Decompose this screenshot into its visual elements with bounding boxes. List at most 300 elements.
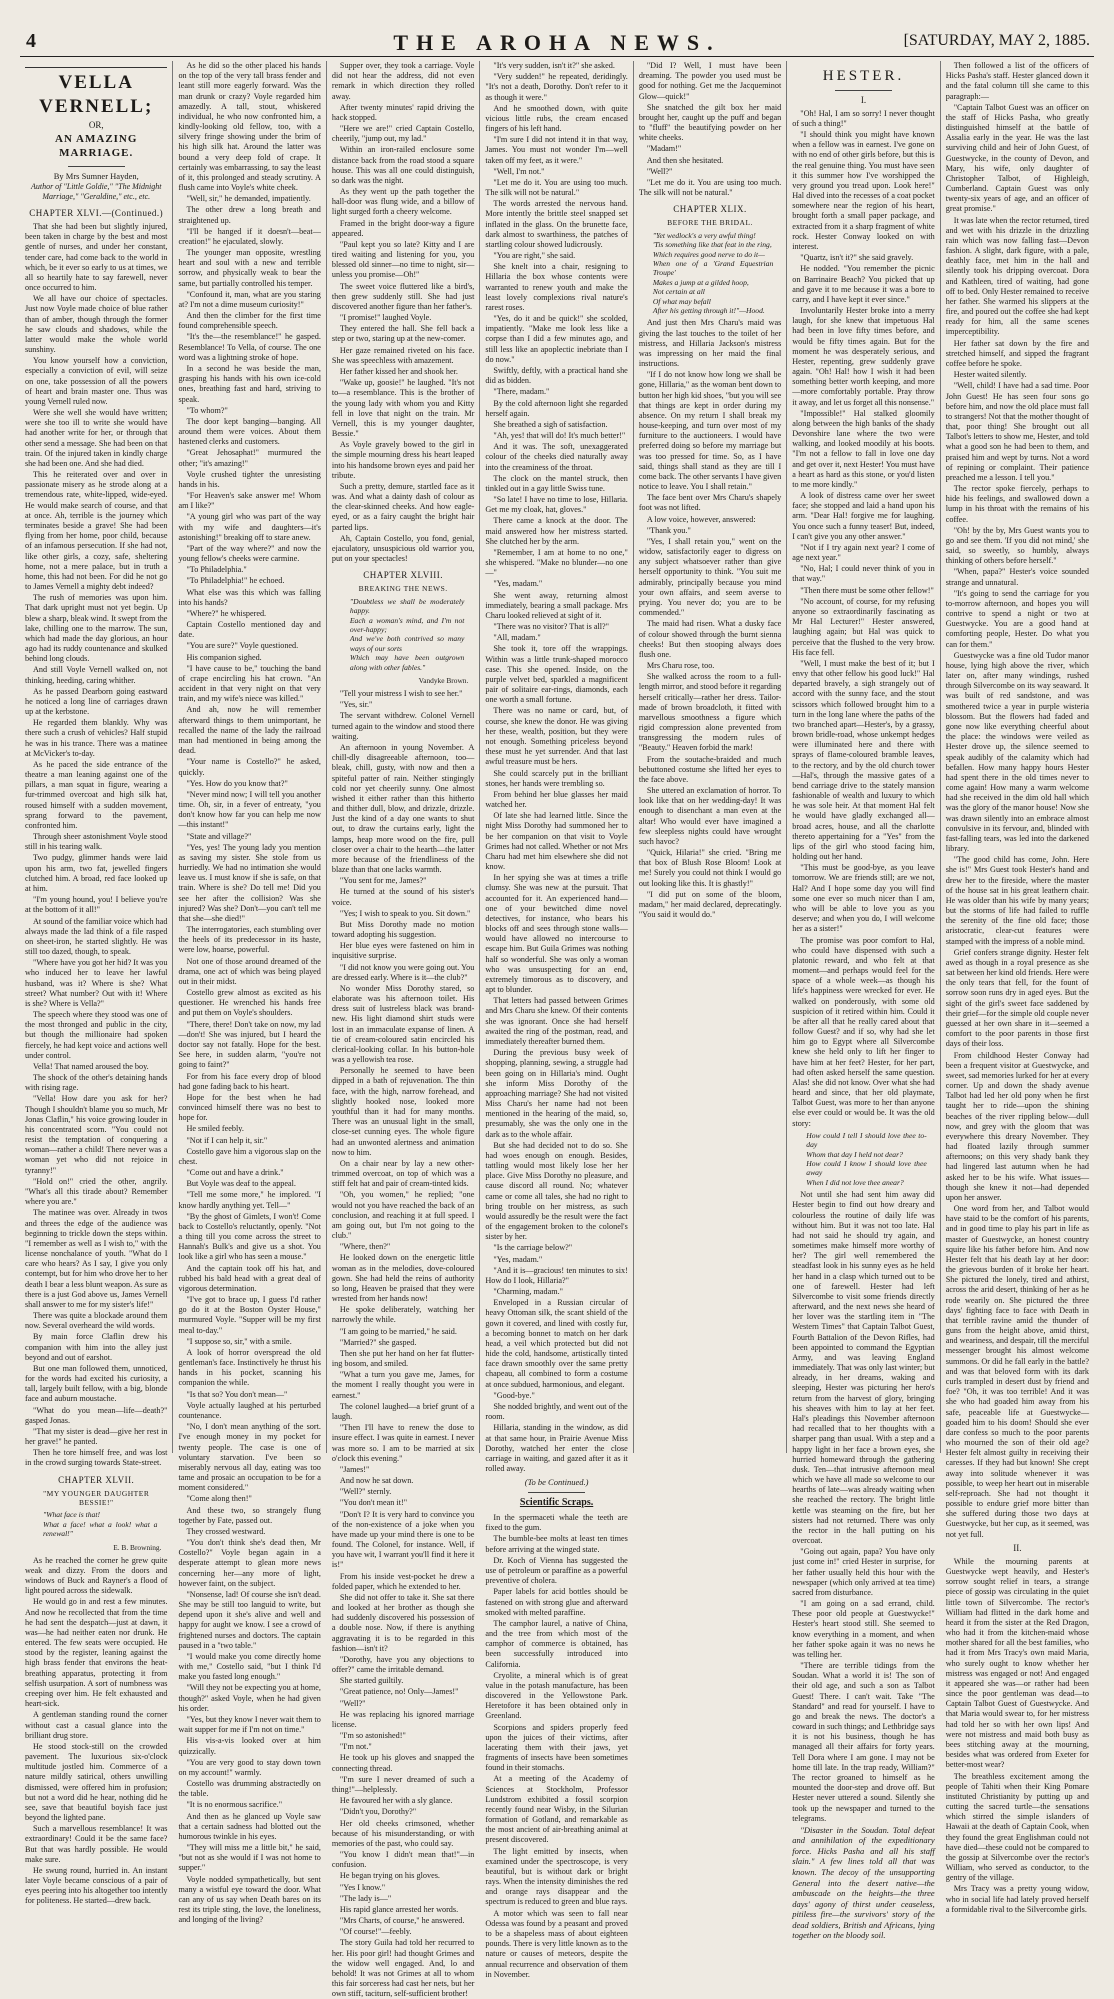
paragraph: "Will they not be expecting you at home, though?" asked Voyle, when he had given his order.	[178, 1683, 321, 1713]
paragraph: "Oh! by the by, Mrs Guest wants you to go and see them. 'If you did not mind,' she said, so sweetly, so humbly, always thinking of others before herself."	[945, 525, 1090, 566]
paragraph: His vis-a-vis looked over at him quizzically.	[178, 1736, 321, 1756]
paragraph: "Yes, do it and be quick!" she scolded, impatiently. "Make me look less like a corpse than I did a few minutes ago, and still less like an apoplectic inebriate than I do now."	[485, 314, 628, 364]
paragraph: "I did not know you were going out. You are dressed early. Where is it—the club?"	[331, 962, 475, 982]
epigraph-source: E. B. Browning.	[113, 1542, 162, 1552]
chapter-heading: CHAPTER XLVIII.	[363, 570, 443, 581]
paragraph: His rapid glance arrested her words.	[339, 1904, 459, 1914]
paragraph: Her father kissed her and shook her.	[339, 366, 458, 376]
paragraph: From childhood Hester Conway had been a frequent visitor at Guestwycke, and sweet, sad memories lurked for her at every corner. Up and down the shady avenue Talbot had led her old pony when he first taught her to ride—upon the shining beaches of the river rippling below—dull now, and grey with the gloom that was everywhere this dreary November. They had floated lazily through summer afternoons; on this very shady bank they had lingered last autumn when he had asked her to be his wife. What issues—though she knew it not—had depended upon her answer.	[945, 1050, 1090, 1202]
paragraph: "Did I? Well, I must have been dreaming. The powder you used must be good for nothing. Get me the Jacqueminot Glow—quick!"	[638, 61, 782, 101]
paragraph: Not certain at all	[652, 287, 705, 297]
paragraph: From behind her blue glasses her maid watched her.	[485, 789, 628, 810]
paragraph: "Thank you."	[646, 525, 691, 535]
divider	[835, 90, 892, 91]
paragraph: "No, I don't mean anything of the sort. I've enough money in my pocket for twenty people. The case is one of voluntary starvation. I've been so miserably nervous all day, eating was too tame and prosaic an occupation to be for a moment considered."	[178, 1422, 321, 1493]
paragraph: "There are terrible tidings from the Soudan. What a world it is! The son of their old age, and such a son as Talbot Guest! There. I can't wait. Take "The Standard" and read for yourself. I have to go and break the news. The doctor's a coward in such things; and Lethbridge says it is not his business, though he has managed all their affairs for forty years. Tell Dora where I am gone. I may not be home till late. In the trap ready, William?" The rector groaned to himself as he mounted the door-step and drove off. But Hester never uttered a sound. Silently she took up the newspaper and turned to the telegrams.	[792, 1661, 935, 1823]
scientific-scraps-text	[485, 1513, 627, 1980]
paragraph: An afternoon in young November. A chill-dly disagreeable afternoon, too—bleak, chill, gusty, with now and then a spiteful patter of rain. Neither stingingly cold nor yet cheerily sunny. One almost wished it either rather than this hitherto and thither dull, blow, and drizzle, drizzle. Just the kind of a day one wants to shut out, to draw the curtains early, light the lamps, heap more wood on the fire, pull closer over a chair to the hearth—the latter more because of the friendliness of the blaze than that one lacks warmth.	[331, 742, 475, 875]
paragraph: "Dorothy, have you any objections to offer?" came the irritable demand.	[331, 1654, 475, 1675]
paragraph: "Well?"	[646, 166, 673, 176]
paragraph: From the soutache-braided and much bebuttoned costume she lifted her eyes to the face above.	[638, 754, 782, 784]
paragraph: Ah, Captain Costello, you fond, genial, ejaculatory, unsuspicious old warrior you, put on your spectacles!	[331, 533, 475, 564]
paragraph: The door kept banging—banging. All around them were voices. About them hastened clerks and customers.	[178, 416, 321, 447]
paragraph: Voyle nodded sympathetically, but sent many a wistful eye toward the door. What can any of us say when Death bares on its rest its triple sting, the love, the loneliness, and longing of the living?	[178, 1874, 321, 1925]
column-4	[480, 61, 633, 1979]
paragraph: "You are very good to stay down town on my account!" warmly.	[178, 1757, 321, 1777]
paragraph: And then she hesitated.	[646, 155, 724, 165]
paragraph: "Confound it, man, what are you staring at? I'm not a dime museum curiosity!"	[178, 289, 321, 309]
paragraph: "Yes, but they know I never wait them to wait supper for me if I'm not on time."	[178, 1714, 321, 1735]
paragraph: "You sent for me, James?"	[339, 876, 427, 886]
paragraph: The clock on the mantel struck, then tinkled out in a gay little Swiss tune.	[485, 473, 628, 493]
paragraph: "Mrs Charts, of course," he answered.	[339, 1916, 465, 1926]
paragraph: "Married?" she gasped.	[339, 1337, 417, 1347]
paragraph: Paper labels for acid bottles should be fastened on with strong glue and afterward smoked with melted paraffine.	[485, 1587, 628, 1617]
paragraph: "I suppose so, sir," with a smile.	[186, 1336, 292, 1346]
paragraph: A look of distress came over her sweet face; she stopped and laid a hand upon his arm. "Dear Hal! forgive me for laughing. You once such a funny teaser! But, indeed, I can't give you any other answer."	[792, 491, 935, 541]
paragraph: "Quick, Hilaria!" she cried. "Bring me that box of Blush Rose Bloom! Look at me! Surely you could not think I would go out looking like this. It is ghastly!"	[638, 848, 782, 888]
paragraph: Through sheer astonishment Voyle stood still in his tearing walk.	[25, 832, 168, 852]
paragraph: But Voyle was deaf to the appeal.	[186, 1179, 296, 1189]
paragraph: But one man followed them, unnoticed, for the words had excited his curiosity, a tall, largely built fellow, with a big, blonde face and auburn moustache.	[25, 1363, 168, 1404]
paragraph: "Doubtless we shall be moderately happy.	[349, 596, 465, 616]
paragraph: "Is the carriage below?"	[493, 1243, 573, 1253]
paragraph: "Tell your mistress I wish to see her."	[339, 689, 463, 699]
paragraph: Guestwycke was a fine old Tudor manor house, lying high above the river, which later on, after many windings, rushed through Silvercombe on its way seaward. It was built of red sandstone, and was smothered twice a year in purple wisteria blossom. But the flowers had faded and gone now like everything cheerful about the place: the windows were veiled as Hester drove up, the silence seemed to speak audibly of the calamity which had befallen. How many happy hours Hester had spent there in the old times never to come again! How many a warm welcome had she received in the dim old hall which was the glory of the manor house! Now she was drawn silently into an embrace almost convulsive in its fervour, and, blinded with fast-falling tears, was led into the darkened library.	[945, 650, 1090, 854]
paragraph: A low voice, however, answered:	[646, 514, 756, 524]
paragraph: In a second he was beside the man, grasping his hands with his own ice-cold ones, breathing fast and hard, striving to speak.	[178, 363, 321, 404]
paragraph: "I'm young hound, you! I believe you're at the bottom of it all!"	[25, 895, 168, 915]
epigraph-source: Vandyke Brown.	[418, 675, 469, 685]
paragraph: "Nonsense, lad! Of course she isn't dead. She may be still too languid to write, but depend upon it she's alive and well and happy for aught we know. I see a crowd of frightened nurses and doctors. The captain paused in a "two table."	[178, 1589, 321, 1650]
paragraph: "Of course!"—feebly.	[339, 1927, 412, 1937]
paragraph: "Hold on!" cried the other, angrily. "What's all this tirade about? Remember where you are."	[25, 1176, 168, 1207]
paragraph: "You are right," she said.	[493, 251, 576, 261]
paragraph: There was no name or card, but, of course, she knew the donor. He was giving her these, wealth, position, but they were not enough. Something priceless beyond these must he yet surrender. And that last awful treasure must be hers.	[485, 706, 628, 767]
paragraph: "So late! I have no time to lose, Hillaria. Get me my cloak, hat, gloves."	[485, 495, 628, 515]
paragraph: "Then there must be some other fellow!"	[800, 585, 934, 595]
paragraph: There was quite a blockade around them now. Several overheard the wild words.	[25, 1311, 168, 1331]
paragraph: "Yes, madam."	[493, 579, 543, 589]
paragraph: Not one of those around dreamed of the drama, one act of which was being played out in their midst.	[178, 956, 321, 986]
paragraph: And it was. The soft, unexaggerated colour of the cheeks died naturally away into the creaminess of the throat.	[485, 442, 628, 472]
paragraph: There came a knock at the door. The maid answered how her mistress started. She clutched her by the arm.	[485, 516, 628, 546]
paragraph: "Is that so? You don't mean—"	[186, 1389, 288, 1399]
paragraph: Vella! That named aroused the boy.	[33, 1061, 149, 1071]
chapter-subtitle: BEFORE THE BRIDAL.	[667, 218, 753, 228]
paragraph: "Oh! Hal, I am so sorry! I never thought of such a thing!"	[792, 108, 935, 128]
paragraph: "This must be good-bye, as you leave tomorrow. We are friends still; are we not, Hal? And I hope some day you will find some one ever so much nicer than I am, who will be able to love you as you deserve; and when you do, I will welcome her as a sister!"	[792, 863, 935, 934]
paragraph: Scorpions and spiders properly feed upon the juices of their victims, after lacerating them with their jaws, yet fragments of insects have been sometimes found in their stomachs.	[485, 1722, 628, 1773]
section-heading-scientific-scraps: Scientific Scraps.	[519, 1496, 594, 1508]
paragraph: She went away, returning almost immediately, bearing a small package. Mrs Charu looked relieved at sight of it.	[485, 590, 628, 620]
paragraph: Voyle crushed tighter the unresisting hands in his.	[178, 469, 321, 489]
paragraph: How could I tell I should love thee to-day	[806, 1130, 927, 1150]
paragraph: The shock of the other's detaining hands with rising rage.	[25, 1073, 168, 1093]
paragraph: He spoke deliberately, watching her narrowly the while.	[331, 1305, 475, 1325]
paragraph: "Great patience, no! Only—James!"	[339, 1687, 459, 1697]
story-text	[639, 318, 781, 920]
paragraph: The maid had risen. What a dusky face of colour showed through the burnt sienna cheeks! But then stooping always does flush one.	[638, 619, 782, 659]
epigraph	[350, 597, 464, 672]
paragraph: The bumble-bee molts at least ten times before arriving at the winged state.	[485, 1534, 628, 1554]
paragraph: The other drew a long breath and straightened up.	[178, 205, 321, 225]
paragraph: "I'm so astonished!"	[339, 1731, 406, 1741]
paragraph: Which may have been outgrown along with other fables."	[349, 653, 465, 672]
paragraph: Hester waited silently.	[953, 370, 1027, 380]
paragraph: They crossed westward.	[186, 1526, 266, 1536]
paragraph: "I should think you might have known when a fellow was in earnest. I've gone on with no end of other girls before, but this is the real genuine thing. You must have seen it this summer how I've worshipped the very ground you tread upon. Look here!" Hal dived into the recesses of a coat pocket somewhere near the region of his heart, brought forth a small paper package, and extracted from it a sharp fragment of white rock. Hester Conway looked on with interest.	[792, 130, 935, 251]
paragraph: We all have our choice of spectacles. Just now Voyle made choice of blue rather than of amber, though through the former he saw clouds and shadows, while the latter would make the whole world sunshiny.	[25, 294, 168, 355]
paragraph: "I'll be hanged if it doesn't—beat—creation!" he ejaculated, slowly.	[178, 226, 321, 246]
paragraph: Two pudgy, glimmer hands were laid upon his arm, two fat, jewelled fingers clutched him. A broad, red face looked up at him.	[25, 853, 168, 893]
paragraph: "No, Hal; I could never think of you in that way."	[792, 564, 935, 584]
paragraph: The colonel laughed—a brief grunt of a laugh.	[331, 1401, 475, 1421]
paragraph: He stood stock-still on the crowded pavement. The luxurious six-o'clock multitude jostled him. Commerce of a nature mildly satirical, others unwilling dismissed, were offered him in profusion; but not a word did he hear, nothing did he see, save that beautiful boyish face just beyond the lighted pane.	[25, 1741, 168, 1823]
chapter-subtitle: BREAKING THE NEWS.	[358, 584, 448, 594]
paragraph: Costello was drumming abstractedly on the table.	[178, 1779, 321, 1799]
paragraph: Hillaria, standing in the window, as did at that same hour, in Prairie Avenue Miss Dorothy, watched her enter the close carriage in waiting, and gazed after it as it rolled away.	[485, 1423, 628, 1474]
paragraph: "I would make you come directly home with me," Costello said, "but I think I'd make you fasted long enough."	[178, 1651, 321, 1682]
paragraph: She nodded brightly, and went out of the room.	[485, 1402, 628, 1422]
paragraph: "Yes, madam."	[493, 1254, 543, 1264]
paragraph: "To Philadelphia!" he echoed.	[186, 576, 285, 586]
story-text	[332, 61, 474, 564]
paragraph: And still Voyle Vernell walked on, not thinking, heeding, caring whither.	[25, 665, 168, 685]
paragraph: "A young girl who was part of the way with my wife and daughters—it's astonishing!" breaking off to stare anew.	[178, 512, 321, 542]
paragraph: "Where?" he whispered.	[186, 608, 267, 618]
paragraph: "For Heaven's sake answer me! Whom am I like?"	[178, 491, 321, 511]
paragraph: "You don't think she's dead then, Mr Costello?" Voyle began again in a desperate attempt to glean more news concerning her—any more of light, however faint, on the subject.	[178, 1538, 321, 1588]
column-3	[327, 61, 480, 1999]
story-title-hester: HESTER.	[822, 68, 905, 84]
paragraph: "Well, child! I have had a sad time. Poor John Guest! He has seen four sons go before him, and now the old place must fall to strangers! Not that the mother thought of that, poor thing! She brought out all Talbot's letters to show me, Hester, and told what a good son he had been to them, and praised him and wept by turns. Not a word of repining or complaint. Their patience preached me a lesson. I tell you."	[945, 381, 1090, 482]
paragraph: "I am going on a sad errand, child. These poor old people at Guestwycke!" Hester's heart stood still. She seemed to know everything in a moment, and when her father spoke again it was no news he was telling her.	[792, 1599, 935, 1659]
paragraph: On a chair near by lay a new other-trimmed overcoat, on top of which was a stiff felt hat and pair of cream-tinted kids.	[331, 1158, 475, 1189]
paragraph: "Here we are!" cried Captain Costello, cheerily, "jump out, my lad."	[331, 124, 475, 144]
paragraph: "To Philadelphia."	[186, 565, 247, 575]
paragraph: He would go in and rest a few minutes. And now he recollected that from the time he had sent the despatch—just at dawn, it was—he had neither eaten nor drunk. He entered. The few seats were occupied. He stood by the register, leaning against the high brass fender that environs the heat-breathing apparatus, protecting it from selfish usurpation. A sort of numbness was creeping over him. He felt exhausted and heart-sick.	[25, 1597, 168, 1709]
paragraph: "Yes; I wish to speak to you. Sit down."	[339, 908, 471, 918]
paragraph: Dr. Koch of Vienna has suggested the use of petroleum or paraffine as a powerful preventive of cholera.	[485, 1555, 628, 1586]
paragraph: And now he sat down.	[339, 1476, 414, 1486]
paragraph: The words arrested the nervous hand. More intently the brittle steel snapped set inflated in the glass. On the brunette face, dark almost to swarthiness, the patches of startling colour showed ludicrously.	[485, 199, 628, 249]
paragraph: As he passed Dearborn going eastward he noticed a long line of carriages drawn up at the kerbstone.	[25, 686, 168, 717]
paragraph: "No account, of course, for my refusing anyone so extraordinarily fascinating as Mr Hal Lecturer!" Hester answered, laughing again; but Hal was quick to perceive that the flushed to the very brow. His face fell.	[792, 596, 935, 657]
paragraph: In the spermaceti whale the teeth are fixed to the gum.	[485, 1513, 628, 1533]
paragraph: "And it is—gracious! ten minutes to six! How do I look, Hillaria?"	[485, 1265, 628, 1285]
paragraph: She could scarcely put in the brilliant stones, her hands were trembling so.	[485, 768, 628, 788]
paragraph: That she had been but slightly injured, been taken in charge by the best and most gentle of nurses, and under her constant, tender care, had come back to the world in which, be it ever so early to us at times, we all so heartily hate to say farewell, never once occurred to him.	[25, 222, 168, 293]
paragraph: The speech where they stood was one of the most thronged and public in the city, but though the millionaire had spoken fiercely, he had kept voice and actions well under control.	[25, 1010, 168, 1060]
paragraph: He was replacing his ignored marriage license.	[331, 1709, 475, 1729]
paragraph: She did not offer to take it. She sat there and looked at her brother as though she had suddenly discovered his possession of a double nose. Now, if there is anything aggravating it is to be regarded in this fashion—isn't it?	[331, 1592, 475, 1653]
paragraph: What else was this which was falling into his hands?	[178, 587, 321, 607]
story-text	[332, 689, 474, 1999]
paragraph: When I did not love thee anear?	[806, 1177, 904, 1187]
paragraph: "Oh, you women," he replied; "one would not you have reached the back of an conclusion, and reaching it at full speed. I am going out, but I'm not going to the club."	[331, 1190, 475, 1241]
paragraph: "Part of the way where?" and now the young fellow's cheeks were carmine.	[178, 543, 321, 564]
paragraph: "Quartz, isn't it?" she said gravely.	[800, 253, 914, 263]
paragraph: "When, papa?" Hester's voice sounded strange and unnatural.	[945, 567, 1090, 587]
paragraph: Personally he seemed to have been dipped in a bath of rejuvenation. The thin face, with the high, narrow forehead, and slightly hooked nose, looked more youthful than it had for many months. There was an unusual light in the small, close-set cunning eyes. The whole figure had an unwonted alertness and animation now to him.	[331, 1066, 475, 1157]
paragraph: "Well, sir," he demanded, impatiently.	[186, 194, 311, 204]
column-1	[20, 61, 173, 1906]
paragraph: Costello grew almost as excited as his questioner. He wrenched his hands free and put them on Voyle's shoulders.	[178, 988, 321, 1018]
page-number: 4	[26, 30, 36, 52]
paragraph: Swiftly, deftly, with a practical hand she did as bidden.	[485, 365, 628, 386]
epigraph	[43, 1510, 157, 1538]
paragraph: His companion sighed.	[186, 652, 262, 662]
paragraph: In her spying she was at times a trifle clumsy. She was new at the pursuit. That accounted for it. An experienced hand—one of your bewitched dime novel detectives, for instance, who bears his blocks off and sees through stone walls—would have allowed no intercourse to escape him. But Guila Grimes was nothing half so wonderful. She was only a woman who was unsuspecting for an end, extremely timorous as to discovery, and apt to blunder.	[485, 873, 628, 995]
paragraph: Voyle actually laughed at his perturbed countenance.	[178, 1400, 321, 1420]
paragraph: From his inside vest-pocket he drew a folded paper, which he extended to her.	[331, 1571, 475, 1591]
telegram-excerpt: "Disaster in the Soudan. Total defeat and annihilation of the expeditionary force. Hicks Pasha and all his staff slain." A few lines told all that was known. The decoy of the unsupporting General into the desert native—the ambuscade on the heights—the three days' agony of thirst under ceaseless, pitiless fire—the survivors' story of the dead soldiers, British and Africans, lying together on the bloody soil.	[792, 1824, 935, 1941]
paragraph: Of what may befall	[652, 296, 711, 306]
paragraph: "You don't mean it!"	[339, 1498, 408, 1508]
newspaper-title: THE AROHA NEWS.	[393, 30, 721, 55]
paragraph: The breathless excitement among the people of Tahiti when their King Pomare instituted Christianity by putting up and cutting the sacred turtle—the sensations which stirred the simple islanders of Hawaii at the death of Captain Cook, when they found the great Englishman could not have died—these could not be compared to the gossip at Silvercombe over the rector's William, who served as conductor, to the gentry of the village.	[945, 1771, 1090, 1883]
paragraph: "Tell me some more," he implored. "I know hardly anything yet. Tell—"	[178, 1190, 321, 1210]
paragraph: She snatched the gilt box her maid brought her, caught up the puff and began to "fluff" the beautifying powder on her white cheeks.	[638, 102, 782, 143]
paragraph: A gentleman standing round the corner without cast a casual glance into the brilliant drug store.	[25, 1710, 168, 1740]
story-text	[178, 61, 320, 1925]
paragraph: He turned at the sound of his sister's voice.	[331, 887, 475, 907]
paragraph: Cryolite, a mineral which is of great value in the potash manufacture, has been discovered in the Yellowstone Park. Heretofore it has been obtained only in Greenland.	[485, 1670, 628, 1721]
paragraph: No wonder Miss Dorothy stared, so elaborate was his afternoon toilet. His dress suit of lustreless black was brand-new. His light diamond shirt studs were lost in an immaculate expanse of linen. A tie of cream-coloured satin encircled his clerical-looking collar. In his button-hole was a yellowish tea rose.	[331, 983, 475, 1065]
paragraph: At sound of the familiar voice which had always made the lad think of a file rasped on sheet-iron, he started slightly. He was still too dazed, though, to speak.	[25, 916, 168, 957]
story-text	[25, 222, 167, 1469]
paragraph: As he did so the other placed his hands on the top of the very tall brass fender and leant still more eagerly forward. Was the man drunk or crazy? Voyle regarded him amazedly. A tall, stout, whiskered individual, he who now confronted him, a kindly-looking old fellow, too, with a silvery fringe showing under the brim of his high silk hat. Around the latter was bound a very deep fold of crape. It certainly was embarrassing, to say the least of it, this prolonged and steady scrutiny. A flush came into Voyle's white cheek.	[178, 61, 321, 193]
paragraph: The light emitted by insects, when examined under the spectroscope, is very beautiful, but is without dark or bright rays. When the intensity diminishes the red and orange rays disappear and the spectrum is reduced to green and blue rays.	[485, 1846, 628, 1907]
paragraph: 'Tis something like that feat in the ring,	[652, 240, 772, 250]
paragraph: The promise was poor comfort to Hal, who could have dispensed with such a platonic reward, and who felt at that moment—and perhaps would feel for the space of a whole week—as though his life's happiness were wrecked for ever. He walked on ponderously, with some old suspicion of it retired within him. Could it be after all that he really cared about that follow Guest? and if so, why had she let him go to Egypt where all Silvercombe knew she held only to lift her finger to have him at her feet? Hester, for her part, had often asked herself the same question. Alas! she did not know. Over what she had heard and since, that her old playmate, Talbot Guest, was more to her than anyone else ever could or would be. It was the old story:	[792, 935, 935, 1128]
paragraph: But Miss Dorothy made no motion toward adopting his suggestion.	[331, 919, 475, 940]
chapter-heading: CHAPTER XLVI.—(Continued.)	[29, 207, 164, 218]
paragraph: The rush of memories was upon him. That dark upright must not yet begin. Up blew a sharp, bleak wind. It swept from the lake, chilling one to the marrow. The sun, which had made the day glorious, an hour ago had its ruddy countenance and skulked behind long clouds.	[25, 593, 168, 664]
paragraph: The face bent over Mrs Charu's shapely foot was not lifted.	[638, 493, 782, 513]
paragraph: Within an iron-railed enclosure some distance back from the road stood a square house. This was all one could distinguish, so dark was the night.	[331, 145, 475, 185]
paragraph: "Well, I'm not."	[493, 166, 545, 176]
paragraph: This he reiterated over and over in passionate misery as he strode along at a tremendous rate, white-lipped, wide-eyed. He would make search of course, and that at once. Ah, terrible is the journey which terminates beside a grave! She had been flying from her home, poor child, because of an infamous persecution. If she had not, like other girls, a cozy, safe, sheltering home, not a mere palace, but in truth a home, this had not been. For did he not go to James Vernell a mighty debt indeed?	[25, 470, 168, 592]
paragraph: "Well?"	[339, 1698, 366, 1708]
paragraph: The camphor laurel, a native of China, and the tree from which most of the camphor of commerce is obtained, has been successfully introduced into California.	[485, 1618, 628, 1669]
paragraph: Each a woman's mind, and I'm not over-happy;	[349, 615, 465, 634]
paragraph: "Where have you got her hid? It was you who induced her to leave her lawful husband, was it? Where is she? What street? What number? Out with it! Where is she? Where is Vella?"	[25, 958, 168, 1008]
story-title-or: OR,	[88, 120, 104, 131]
paragraph: One word from her, and Talbot would have staid to be the comfort of his parents, and in good time to play his part in life as master of Guestwycke, an honest country squire like his father before him. And now Hester felt that his death lay at her door: the grievous burden of it broke her heart. She pictured the lonely, tired and athirst, across the arid desert, thinking of her as he rode wearily on. She pictured the three days' fighting face to face with Death in that terrible ravine amid the thunder of guns from the height above, amid thirst, and weariness, and despair, till the merciful messenger brought his almost welcome summons. Or did he fall early in the battle? and was that beloved form with its dark curls trampled in desert dust by friend and foe? "Oh, it was too terrible! And it was she who had goaded him away from his safe, peaceable life at Guestwycke—goaded him to his doom! Should she ever dare confess so much to the poor parents who mourned the son of their old age? Hester felt almost guilty in receiving their caresses. If they had but known! She crept away into solitude whenever it was possible, to weep her heart out in miserable self-reproach. She had not thought it possible to endure grief more bitter than she suffered during those two days at Guestwycke, but her cup, as it seemed, was not yet full.	[945, 1204, 1090, 1539]
paragraph: "I have cause to be," touching the band of crape encircling his hat crown. "An accident in that very night on that very train, and my wife's niece was killed."	[178, 663, 321, 704]
story-text	[946, 61, 1089, 1540]
paragraph: "They will miss me a little bit," he said, "but not as she would if I was not home to supper."	[178, 1843, 321, 1873]
paragraph: "Remember, I am at home to no one," she whispered. "Make no blunder—no one—"	[485, 547, 628, 578]
paragraph: "Come along then!"	[186, 1494, 252, 1504]
paragraph: "What a turn you gave me, James, for the moment I really thought you were in earnest."	[331, 1370, 475, 1400]
paragraph: "I am going to be married," he said.	[339, 1326, 457, 1336]
story-title: VELLA VERNELL;	[25, 67, 167, 118]
story-text	[485, 61, 627, 1474]
paragraph: "Well, I must make the best of it; but I envy that other fellow his good luck!" Hal departed bravely, a sigh strangely out of accord with the sunny face, and the stout scissors which followed brought him to a turn in the long lane where the paths of the two branched apart—Hester's, by a grassy, brown bridle-road, whose unkempt hedges were illuminated here and there with sprays of flame-coloured bramble leaves, to the rectory, and by the old church tower—Hal's, through the massive gates of a bend carriage drive to the stately mansion fashionable of wealth and luxury to which he was sole heir. At that moment Hal felt he would have gladly exchanged all—broad acres, house, and all the charlotte thereto appertaining for a "Yes" from the lips of the girl who stood facing him, holding out her hand.	[792, 658, 935, 862]
paragraph: How could I know I should love thee away	[806, 1158, 927, 1178]
paragraph: When one of a 'Grand Equestrian Troupe'	[652, 258, 774, 278]
paragraph: Grief confers strange dignity. Hester felt awed as though in a royal presence as she sat between her kind old friends. Here were the only tears that fell, for the fount of sorrow soon runs dry in aged eyes. But the sight of the girl's sweet face saddened by their grief—for the simple old couple never guessed at her own share in it—seemed a comfort to the poor parents in those first days of their loss.	[945, 947, 1090, 1049]
paragraph: "Captain Talbot Guest was an officer on the staff of Hicks Pasha, who greatly distinguished himself at the battle of Assalia early in the year. He was the last surviving child and heir of John Guest, of Guestwycke, in the county of Devon, and Mary, his wife, only daughter of Christopher Talbot, of Highleigh, Cumberland. Captain Guest was only twenty-six years of age, and an officer of great promise."	[945, 102, 1090, 214]
issue-date: [SATURDAY, MAY 2, 1885.	[903, 32, 1090, 49]
column-7	[941, 61, 1094, 1914]
chapter-heading: CHAPTER XLIX.	[673, 204, 747, 215]
paragraph: She took it, tore off the wrappings. Within was a little trunk-shaped morocco case. This she opened. Inside, on the purple velvet bed, sparkled a magnificent pair of solitaire ear-rings, diamonds, each one worth a small fortune.	[485, 644, 628, 705]
paragraph: Mrs Charu rose, too.	[646, 661, 715, 671]
story-text	[25, 1556, 167, 1907]
paragraph: She started guiltily.	[339, 1676, 404, 1686]
byline: By Mrs Sumner Hayden,	[53, 170, 139, 181]
story-text	[792, 1190, 934, 1824]
paragraph: "Impossible!" Hal stalked gloomily along between the high banks of the shady Devonshire lane where the two were walking, and looked moodily at his boots. "I'm not a fellow to fall in love one day and get over it, next Hester! You must have a heart as hard as this stone, or you'd listen to me more kindly."	[792, 408, 935, 489]
verse-quote	[806, 1131, 926, 1187]
paragraph: "State and village?"	[186, 831, 252, 841]
part-number: I.	[860, 94, 867, 105]
paragraph: "There, madam."	[493, 387, 550, 397]
paragraph: What a face! what a look! what a renewal!"	[43, 1519, 158, 1539]
paragraph: By main force Claflin drew his companion with him into the alley just beyond and out of earshot.	[25, 1332, 168, 1362]
paragraph: "You know I didn't mean that!"—in confusion.	[331, 1850, 475, 1870]
paragraph: Were she well she would have written; were she too ill to write she would have had another write for her, or through that other send a message. She had been on that train. Of the injured taken in kindly charge she had been one. And she had died.	[25, 408, 168, 468]
paragraph: He regarded them blankly. Why was there such a crush of vehicles? Half stupid he was in his trance. There was a matinee at McVicker's to-day.	[25, 718, 168, 758]
paragraph: He began trying on his gloves.	[339, 1871, 440, 1881]
paragraph: Such a pretty, demure, startled face as it was. And what a dainty dash of colour as the clear-skinned cheeks. And how eagle-eyed, or as a fairy caught the bright hair parted lips.	[331, 481, 475, 532]
paragraph: "There, there! Don't take on now, my lad—don't! She was injured, but I heard the doctor say not fatally. Hope for the best. See here, in sudden alarm, "you're not going to faint?"	[178, 1019, 321, 1070]
paragraph: He nodded. "You remember the picnic on Barrinaire Beach? You picked that up and gave it to me because it was a bore to carry, and I have kept it ever since."	[792, 264, 935, 304]
paragraph: The matinee was over. Already in twos and threes the edge of the audience was beginning to trickle down the steps within. "I remember as well as I wish to," with the license nonchalance of youth. "What do I care who hears? As I say, I give you only contempt, but for him who drove her to her death I bear a less blunt weapon. As sure as there is a just God above us, James Vernell shall answer to me for my sister's life!"	[25, 1208, 168, 1309]
story-text	[792, 109, 934, 1129]
paragraph: Her blue eyes were fastened on him in inquisitive surprise.	[331, 941, 475, 961]
paragraph: "I did put on some of the bloom, madam," her maid declared, deprecatingly. "You said it would do."	[638, 889, 782, 920]
paragraph: "You are sure?" Voyle questioned.	[186, 641, 299, 651]
column-5	[634, 61, 787, 1453]
paragraph: "Yet wedlock's a very awful thing!	[652, 230, 756, 240]
paragraph: And he smoothed down, with quite vicious little rubs, the cream encased fingers of his left hand.	[485, 103, 628, 134]
paragraph: She breathed a sigh of satisfaction.	[493, 419, 608, 429]
paragraph: And then the climber for the first time found comprehensible speech.	[178, 311, 321, 331]
paragraph: "Madam!"	[646, 144, 682, 154]
paragraph: The servant withdrew. Colonel Vernell turned again to the window and stood there waiting.	[331, 711, 475, 741]
paragraph: He took up his gloves and snapped the connecting thread.	[331, 1753, 475, 1773]
paragraph: After twenty minutes' rapid driving the hack stopped.	[331, 102, 475, 122]
paragraph: And then as he glanced up Voyle saw that a certain sadness had blotted out the humorous twinkle in his eyes.	[178, 1811, 321, 1841]
paragraph: As he reached the corner he grew quite weak and dizzy. From the doors and windows of Buck and Rayner's a flood of light poured across the sidewalk.	[25, 1555, 168, 1596]
column-6	[787, 61, 940, 1941]
paragraph: Her old cheeks crimsoned, whether because of his misunderstanding, or with memories of the past, who could say.	[331, 1818, 475, 1848]
paragraph: "It's going to send the carriage for you to-morrow afternoon, and hopes you will contrive to spend a night or two at Guestwycke. You are a good hand at comforting people, Hester. Do what you can for them."	[945, 588, 1090, 649]
paragraph: Which requires good nerve to do it—	[652, 249, 765, 259]
paragraph: "Charming, madam."	[493, 1287, 564, 1297]
paragraph: He swung round, hurried in. An instant later Voyle became conscious of a pair of eyes peering into his altogether too intently for politeness. He started—drew back.	[25, 1865, 168, 1906]
story-text	[639, 61, 781, 198]
paragraph: Her father sat down by the fire and stretched himself, and sipped the fragrant coffee before he spoke.	[945, 338, 1090, 368]
paragraph: "The lady is—"	[339, 1893, 392, 1903]
paragraph: "Yes, sir."	[339, 700, 373, 710]
chapter-subtitle: "MY YOUNGER DAUGHTER BESSIE!"	[43, 1488, 150, 1508]
divider	[528, 1492, 585, 1493]
paragraph: "It is no enormous sacrifice."	[186, 1800, 283, 1810]
paragraph: You know yourself how a conviction, especially a conviction of evil, will seize on one, take possession of all the powers of heart and brain master one. Thus was young Vernell ruled now.	[25, 356, 168, 406]
paragraph: Mrs Tracy was a pretty young widow, who in social life had lately proved herself a formidable rival to the Silvercombe girls.	[945, 1884, 1090, 1914]
paragraph: Then she put her hand on her fat flutter-ing bosom, and smiled.	[331, 1348, 475, 1369]
paragraph: Makes a jump at a gilded hoop,	[652, 277, 749, 287]
paragraph: "I'm sure I never dreamed of such a thing!"—helplessly.	[331, 1774, 475, 1794]
paragraph: It was late when the rector returned, tired and wet with his drizzle in the drizzling rain which was now falling fast—Devon fashion. A slight, dark figure, with a pale, deathly face, met him in the hall and silently took his dripping overcoat. Dora and Kathleen, tired of waiting, had gone off to bed. Only Hester remained to receive her father. She warmed his slippers at the fire, and poured out the coffee she had kept ready for him, all the same scenes imperceptibility.	[945, 215, 1090, 337]
paragraph: Then he tore himself free, and was lost in the crowd surging towards State-street.	[25, 1448, 168, 1468]
paragraph: Hope for the best when he had convinced himself there was no best to hope for.	[178, 1092, 321, 1123]
paragraph: "It's very sudden, isn't it?" she asked.	[493, 61, 615, 70]
paragraph: Her gaze remained riveted on his face. She was speechless with amazement.	[331, 345, 475, 365]
paragraph: "Then I'll have to renew the dose to insure effect. I was quite in earnest. I never was more so. I am to be married at six o'clock this evening."	[331, 1423, 475, 1463]
paragraph: The story Guila had told her recurred to her. His poor girl! had thought Grimes and the widow well engaged. And, lo and behold! It was not Grimes at all to whom this fair sorceress had cast her nets, but her own stiff, taciturn, self-sufficient brother!	[331, 1938, 475, 1999]
chapter-heading: CHAPTER XLVII.	[58, 1474, 135, 1485]
paragraph: The sweet voice fluttered like a bird's, then grew suddenly still. She had just discovered another figure than her father's.	[331, 281, 475, 311]
paragraph: "Paul kept you so late? Kitty and I are tired waiting and listening for you, you blessed old sinner—no time to night, sir—unless you promise—Oh!"	[331, 239, 475, 280]
paragraph: Of late she had learned little. Since the night Miss Dorothy had summoned her to be her companion on that visit to Voyle Grimes had not called. Whether or not Mrs Charu had met him elsewhere she did not know.	[485, 811, 628, 872]
verse-epigraph	[653, 231, 773, 316]
paragraph: "I'm not."	[339, 1742, 372, 1752]
paragraph: Enveloped in a Russian circular of heavy Ottoman silk, the scant shield of the gown it covered, and lined with costly fur, a becoming bonnet to match on her dark head, a veil which protected but did not hide the cold, handsome, artistically tinted face drawn smoothly over the same pretty chapeau, all combined to form a costume at once subdued, harmonious, and elegant.	[485, 1298, 628, 1389]
paragraph: As he paced the side entrance of the theatre a man leaning against one of the pillars, a man squat in figure, wearing a fur-trimmed overcoat and high silk hat, roused himself with a sudden movement, sprang forward to the pavement, confronted him.	[25, 759, 168, 830]
paragraph: "Yes I know."	[339, 1882, 386, 1892]
story-subtitle: AN AMAZING MARRIAGE.	[55, 133, 138, 159]
paragraph: But she had decided not to do so. She had woes enough on enough. Besides, tattling would most likely lose her her place. Give Miss Dorothy no pleasure, and cause discord all round. No; whatever came or come all tales, she had no right to bring trouble on her mistress, as such would assuredly be the result were the fact of the engagement broken to the colonel's sister by her.	[485, 1140, 628, 1242]
paragraph: Costello gave him a vigorous slap on the chest.	[178, 1146, 321, 1166]
paragraph: After his getting through it!"—Hood.	[652, 305, 765, 315]
paragraph: "Good-bye."	[493, 1390, 535, 1400]
paragraph: Whom that day I held not dear?	[806, 1149, 903, 1159]
paragraph: "Going out again, papa? You have only just come in!" cried Hester in surprise, for her father usually held this hour with the newspaper (which only arrived at tea time) sacred from disturbance.	[792, 1547, 935, 1597]
paragraph: "What face is that!	[43, 1510, 100, 1520]
paragraph: Framed in the bright door-way a figure appeared.	[331, 218, 475, 238]
paragraph: "Great Jehosaphat!" murmured the other; "it's amazing!"	[178, 448, 321, 468]
paragraph: By the cold afternoon light she regarded herself again.	[485, 398, 628, 418]
part-number: II.	[1013, 1542, 1022, 1553]
paragraph: "What do you mean—life—death?" gasped Jonas.	[25, 1405, 168, 1425]
columns	[20, 61, 1094, 1999]
masthead	[20, 30, 1094, 57]
paragraph: And the captain took off his hat, and rubbed his bald head with a great deal of vigorous determination.	[178, 1263, 321, 1293]
paragraph: He smiled feebly.	[186, 1124, 244, 1134]
paragraph: He looked down on the energetic little woman as in the melodies, dove-coloured gown. She had held the reins of authority so long, Heaven be praised that they were wrested from her hands now!	[331, 1253, 475, 1304]
paragraph: "That my sister is dead—give her rest in her grave!" he panted.	[25, 1426, 168, 1447]
paragraph: "Didn't you, Dorothy?"	[339, 1807, 417, 1817]
paragraph: The interrogatories, each stumbling over the heels of its predecessor in its haste, were low, hoarse, powerful.	[178, 925, 321, 955]
paragraph: Not until she had sent him away did Hester begin to find out how dreary and colourless the routine of daily life was without him. But it was not too late. Hal had not said he should try again, and sometimes make himself more worthy of her? The girl well remembered the steadfast look in his sunny eyes as he held her hand in a clasp which turned out to be one of farewell. Hester had left Silvercombe to visit some friends directly afterward, and the next news she heard of her lover was the startling item in "The Western Times" that Captain Talbot Guest, Fourth Battalion of the Devon Rifles, had been appointed to command the Egyptian Army, and was leaving England immediately. That was only last winter; but already, in her dreams, waking and sleeping, Hester was picturing her hero's return from the harvest of glory, bringing his sheaves with him to lay at her feet. Hal's pleadings this November afternoon had recalled that to her thoughts with a sharper pang than usual. With a step and a happy light in her face a brown eyes, she hurried homeward through the gathering dusk. Ten—that intrusive afternoon meal which we have all made so welcome to our hearths of late—was already waiting when she reached the rectory. The bright little kettle was steaming on the fire, but her sisters had not returned. There was only the rector in the hall putting on his overcoat.	[792, 1190, 935, 1546]
paragraph: "Not if I can help it, sir."	[186, 1135, 268, 1145]
paragraph: And just then Mrs Charu's maid was giving the last touches to the toilet of her mistress, and Hillaria Jackson's mistress was impressing on her maid the final instructions.	[638, 318, 782, 369]
paragraph: They entered the hall. She fell back a step or two, staring up at the new-comer.	[331, 324, 475, 344]
paragraph: The rector spoke fiercely, perhaps to hide his feelings, and swallowed down a lump in his throat with the remains of his coffee.	[945, 484, 1090, 524]
column-2	[173, 61, 326, 1925]
paragraph: "Very sudden!" he repeated, deridingly. "It's not a death, Dorothy. Don't refer to it as though it were."	[485, 72, 628, 102]
paragraph: He favoured her with a sly glance.	[339, 1796, 453, 1806]
paragraph: As Voyle gravely bowed to the girl in the simple mourning dress his heart leaped into his handsome brown eyes and paid her tribute.	[331, 440, 475, 480]
paragraph: "Yes. How do you know that?"	[186, 778, 288, 788]
paragraph: She uttered an exclamation of horror. To look like that on her wedding-day! It was enough to disenchant a man even at the altar! Who would ever have imagined a few sleepless nights could have wrought such havoc?	[638, 786, 782, 846]
paragraph: "I've got to brace up, I guess I'd rather go do it at the Boston Oyster House," murmured Voyle. "Supper will be my first meal to-day."	[178, 1295, 321, 1335]
paragraph: At a meeting of the Academy of Sciences at Stockholm, Professor Lundstrom exhibited a fossil scorpion recently found near Wisby, in the Silurian formation of Gotland, and remarkable as the most ancient of air-breathing animal at present discovered.	[485, 1774, 628, 1845]
paragraph: "Wake up, goosie!" he laughed. "It's not to—a resemblance. This is the brother of the young lady with whom you and Kitty fell in love that night on the train. Mr Vernell, this is my younger daughter, Bessie."	[331, 378, 475, 439]
paragraph: The younger man opposite, wrestling heart and soul with a new and terrible sorrow, and physically weak to bear the same, but partially controlled his temper.	[178, 248, 321, 288]
paragraph: For from his face every drop of blood had gone fading back to his heart.	[178, 1071, 321, 1091]
paragraph: A motor which was seen to fall near Odessa was found by a peasant and proved to be a shapeless mass of about eighteen pounds. There is very little known as to the nature or causes of meteors, despite the annual recurrence and observation of them in November.	[485, 1908, 628, 1979]
paragraph: "Yes, I shall retain you," went on the widow, satisfactorily eager to digress on any subject whatsoever rather than give herself opportunity to think. "You suit me admirably, principally because you mind your own affairs, and seem averse to prying. You never do; you are to be commended."	[638, 536, 782, 618]
paragraph: "Your name is Costello?" he asked, quickly.	[178, 757, 321, 777]
